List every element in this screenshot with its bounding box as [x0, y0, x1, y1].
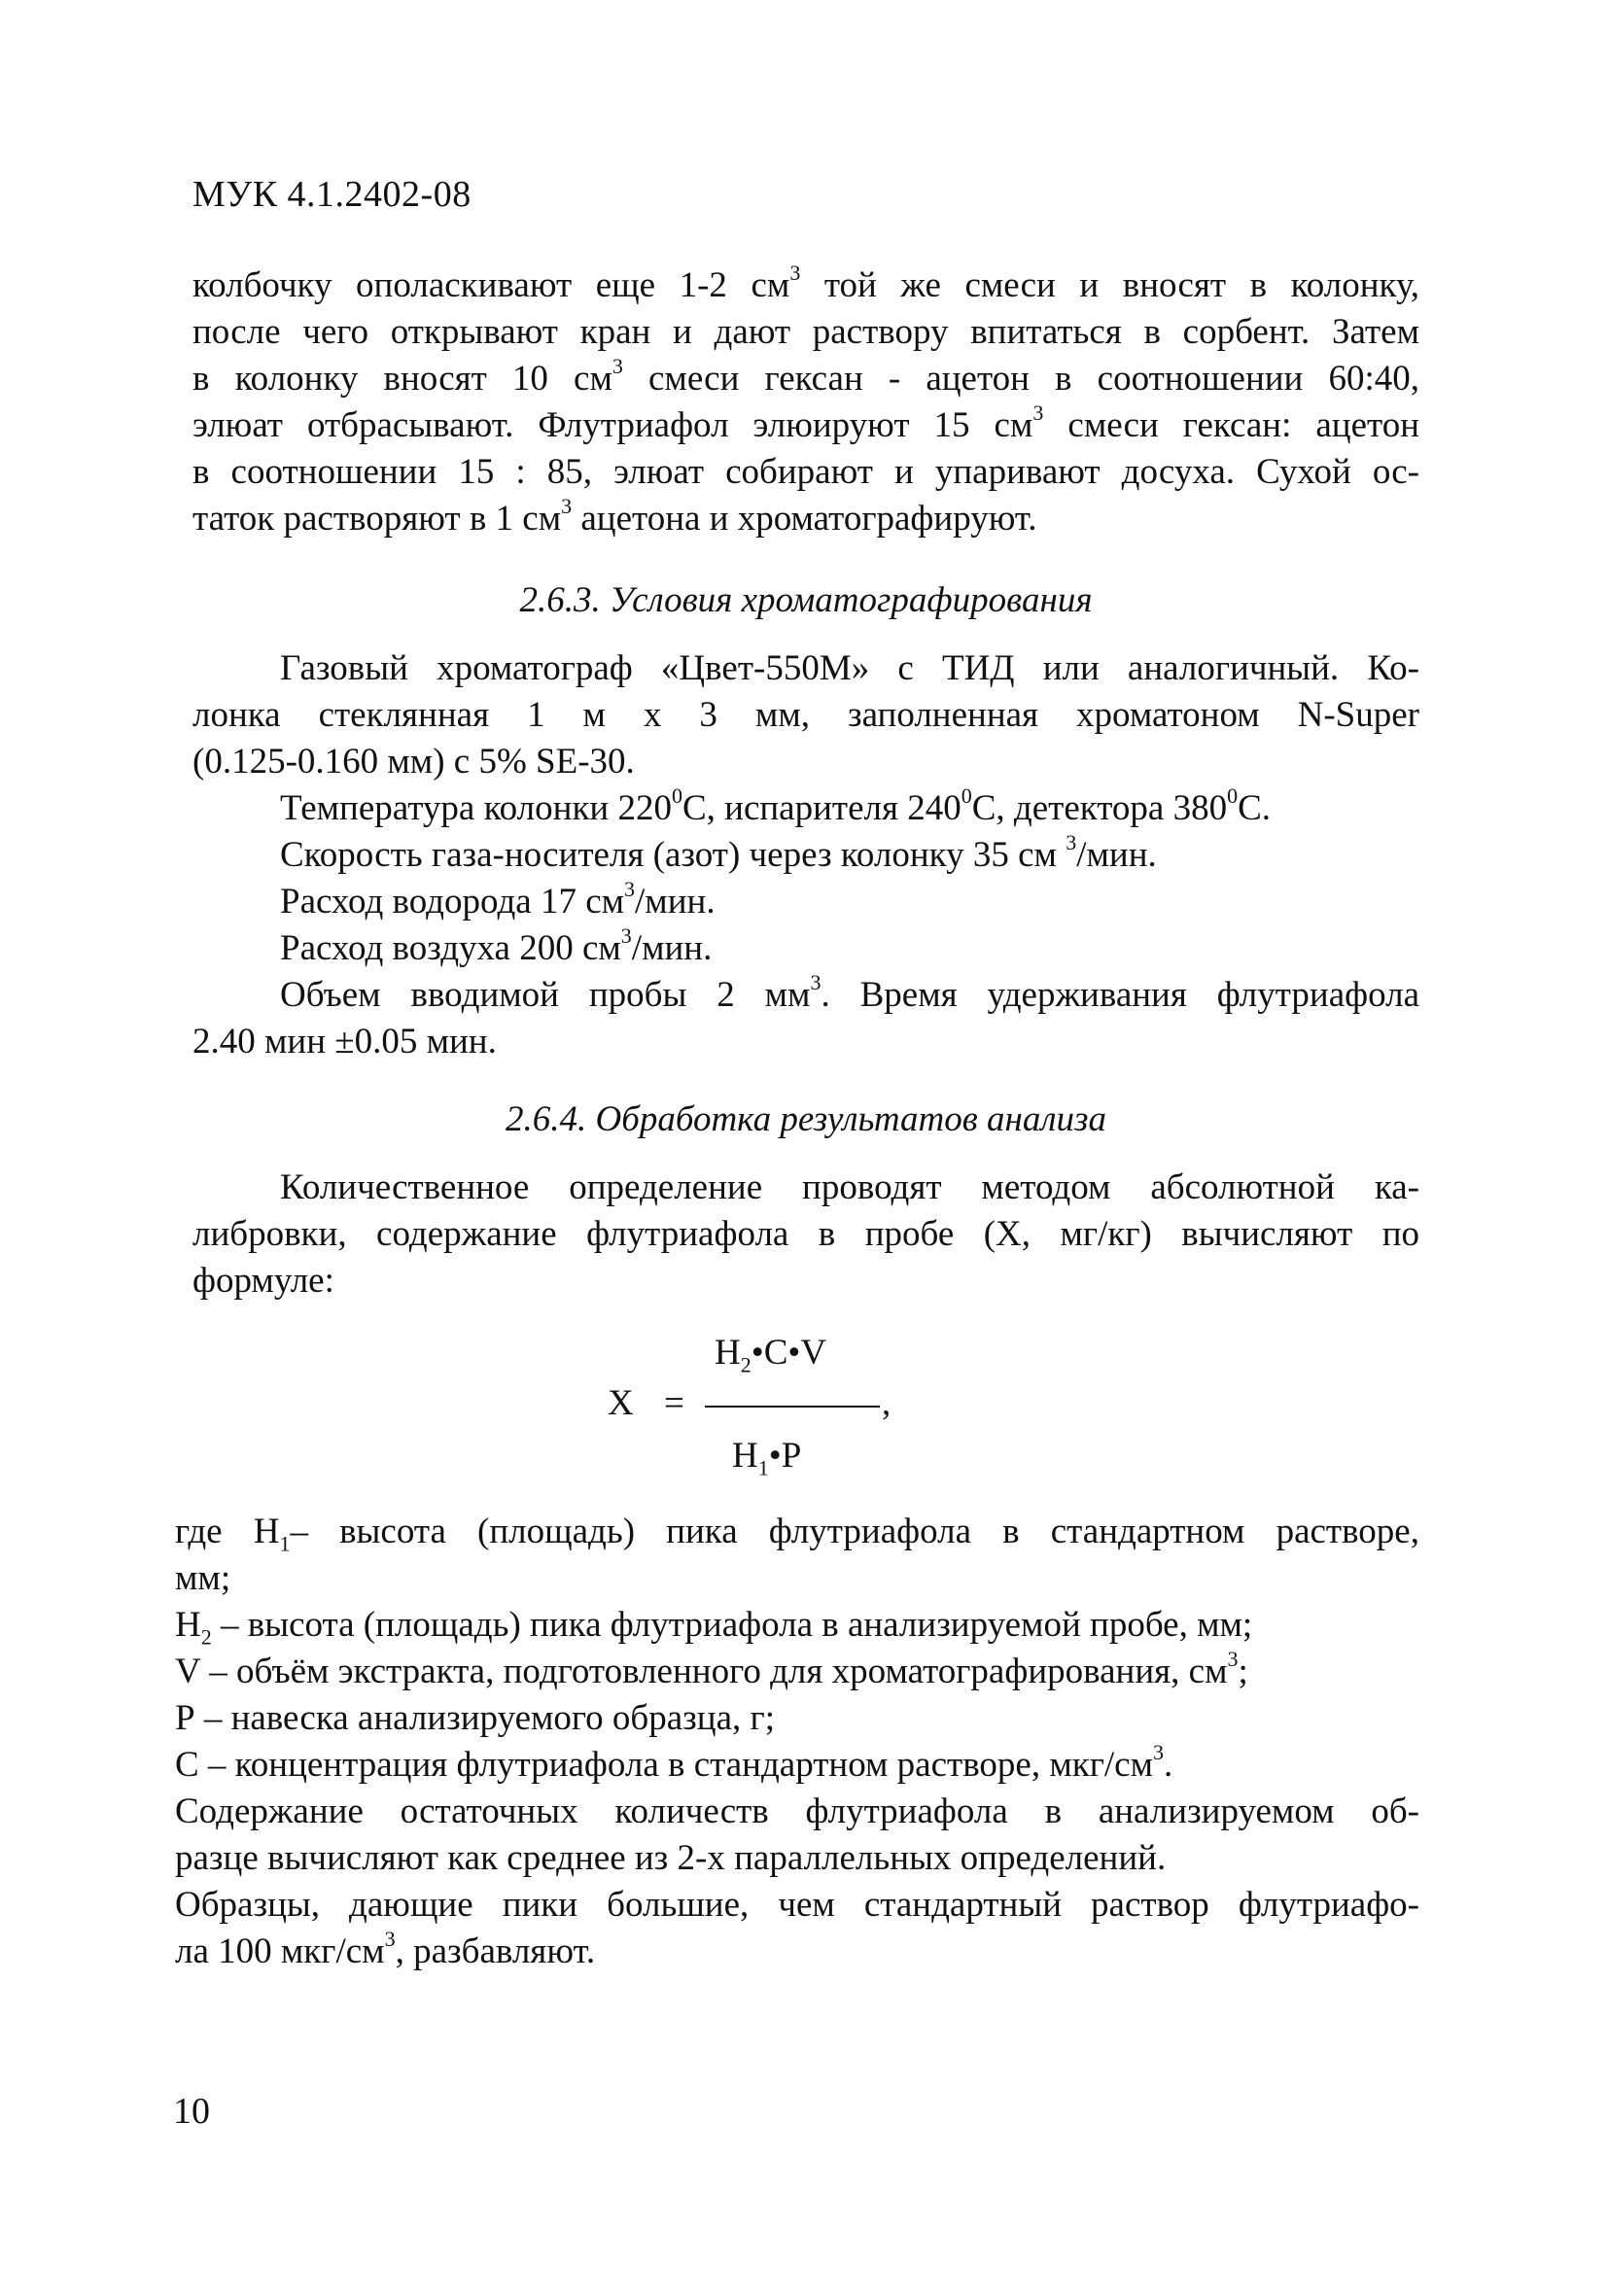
section-heading-2-6-3: 2.6.3. Условия хроматографирования — [519, 580, 1093, 620]
page-number: 10 — [173, 2091, 210, 2132]
calculation-formula — [608, 1332, 919, 1478]
document-code: МУК 4.1.2402-08 — [192, 174, 472, 215]
section-heading-2-6-4: 2.6.4. Обработка результатов анализа — [506, 1099, 1106, 1139]
variable-definitions — [175, 1509, 1419, 1975]
definition-p: Р – навеска анализируемого образца, г; — [175, 1698, 775, 1738]
text-line: Количественное определение проводят методом абсолютной ка- — [280, 1167, 1419, 1207]
formula-numerator: $Н_2•С•V$ — [715, 1333, 827, 1377]
text-line: формуле: — [192, 1261, 334, 1301]
fraction-bar — [705, 1406, 880, 1408]
text-line: в соотношении 15 : 85, элюат собирают и упаривают досуха. Сухой ос- — [192, 452, 1419, 492]
formula-equals: = — [664, 1383, 684, 1423]
definition-h1: где $Н_1-$ высота (площадь) пика флутриафола в стандартном растворе, — [175, 1512, 1419, 1556]
text-line: мм; — [175, 1558, 231, 1598]
text-line: (0.125-0.160 мм) с 5% SE-30. — [192, 742, 635, 782]
text-line: Скорость газа-носителя (азот) через колонку 35 см $^3$/мин. — [280, 829, 1157, 875]
text-line: лонка стеклянная 1 м х 3 мм, заполненная хроматоном N-Super — [192, 695, 1419, 735]
text-line: ла 100 мкг/$см^3$, разбавляют. — [175, 1926, 596, 1971]
text-line: Образцы, дающие пики большие, чем стандартный раствор флутриафо- — [175, 1885, 1419, 1925]
text-line: либровки, содержание флутриафола в пробе (Х, мг/кг) вычисляют по — [192, 1214, 1419, 1254]
formula-denominator: $Н_1•Р$ — [732, 1436, 802, 1480]
text-line: элюат отбрасывают. Флутриафол элюируют 15 $см^3$ смеси гексан: ацетон — [192, 400, 1419, 445]
formula-comma: , — [882, 1383, 891, 1423]
text-line: колбочку ополаскивают еще 1-2 $см^3$ той же смеси и вносят в колонку, — [192, 260, 1419, 305]
text-line: Объем вводимой пробы 2 $мм^3$. Время удерживания флутриафола — [280, 969, 1419, 1015]
definition-h2: $Н_2$ – высота (площадь) пика флутриафола в анализируемой пробе, мм; — [175, 1605, 1253, 1650]
paragraph-elution — [192, 262, 1419, 542]
text-line: разце вычисляют как среднее из 2-х параллельных определений. — [175, 1838, 1167, 1878]
paragraph-conditions — [192, 645, 1419, 1065]
text-line: Расход воздуха 200 $см^3$/мин. — [280, 922, 713, 968]
definition-c: С – концентрация флутриафола в стандартном растворе, мкг/$см^3$. — [175, 1739, 1173, 1785]
paragraph-calculation — [192, 1165, 1419, 1305]
text-line: Газовый хроматограф «Цвет-550М» с ТИД или аналогичный. Ко- — [280, 648, 1419, 688]
text-line: Температура колонки $220^0С$, испарителя $240^0С$, детектора $380^0С$. — [280, 783, 1272, 828]
text-line: 2.40 мин ±0.05 мин. — [192, 1022, 497, 1061]
text-line: таток растворяют в 1 $см^3$ ацетона и хроматографируют. — [192, 493, 1037, 539]
text-line: Расход водорода 17 $см^3$/мин. — [280, 876, 716, 922]
formula-variable-x: Х — [608, 1383, 634, 1423]
text-line: в колонку вносят 10 $см^3$ смеси гексан - ацетон в соотношении 60:40, — [192, 353, 1420, 399]
text-line: после чего открывают кран и дают раствору впитаться в сорбент. Затем — [192, 312, 1419, 352]
definition-v: V – объём экстракта, подготовленного для хроматографирования, $см^3$; — [175, 1646, 1248, 1691]
text-line: Содержание остаточных количеств флутриафола в анализируемом об- — [175, 1792, 1419, 1831]
